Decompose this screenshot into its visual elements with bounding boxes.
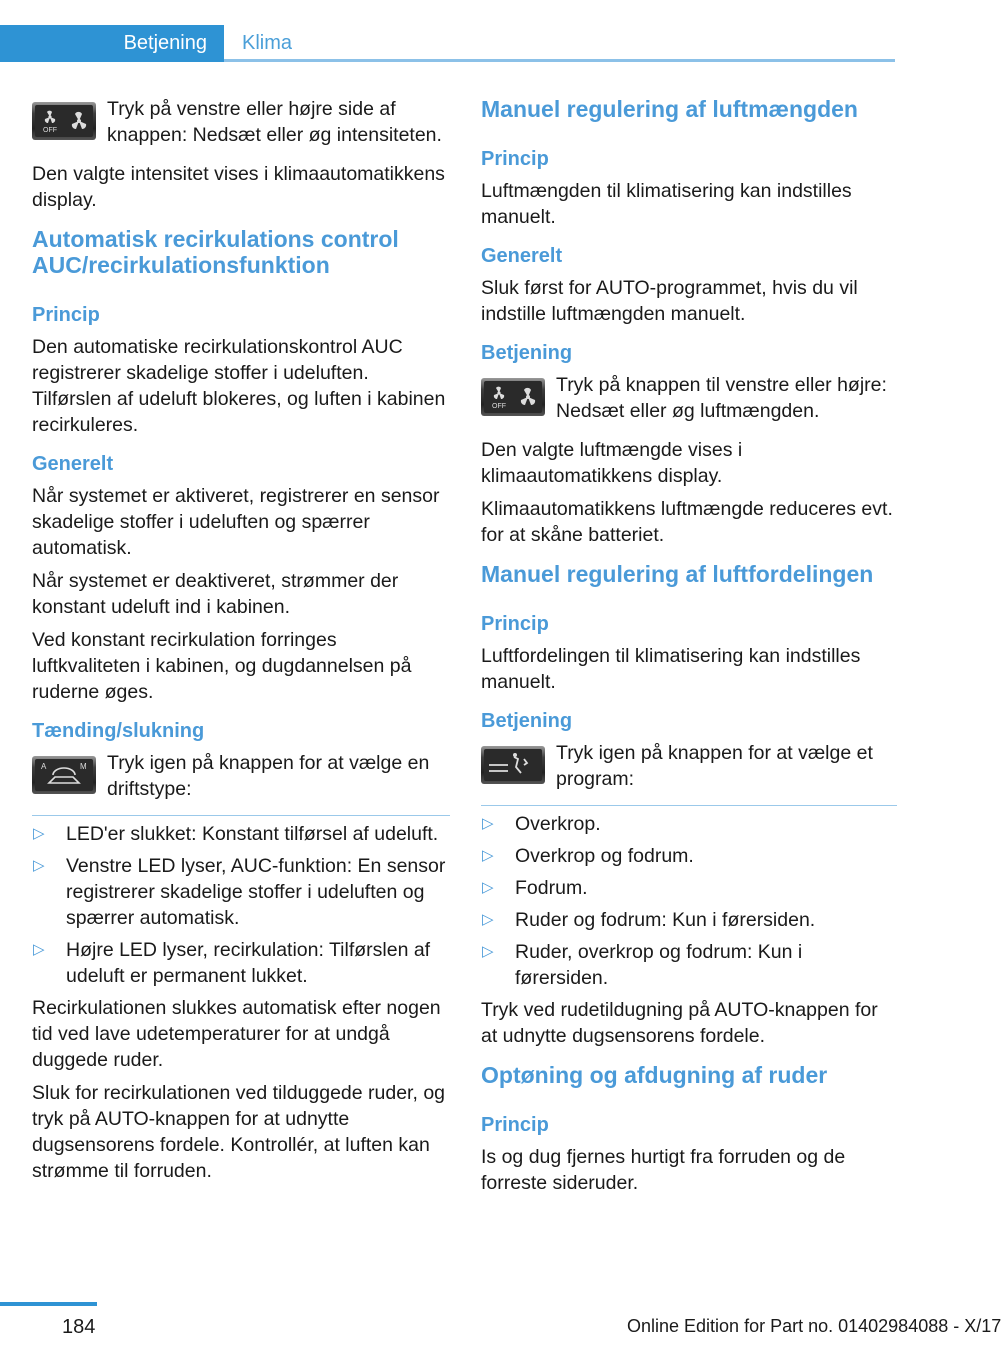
off-label: OFF <box>492 403 506 410</box>
recirc-auto-off-text: Recirkulationen slukkes automatisk efter nogen tid ved lave udetemperaturer for at undgå duggede ruder. <box>32 997 441 1071</box>
fan-intensity-text: Tryk på venstre eller højre side af knappen: Nedsæt eller øg intensiteten. <box>107 98 442 146</box>
page-number: 184 <box>62 1316 96 1338</box>
header-rule <box>224 59 895 62</box>
heading-generelt: Generelt <box>481 245 563 267</box>
luftmaengde-princip-text: Luftmængden til klimatisering kan indstilles manuelt. <box>481 180 852 228</box>
heading-luftmaengde: Manuel regulering af luftmængden <box>481 96 858 122</box>
rudetildugning-text: Tryk ved rudetildugning på AUTO-knappen for at udnytte dugsensorens fordele. <box>481 999 878 1047</box>
heading-luftfordeling: Manuel regulering af luftfordelingen <box>481 561 874 587</box>
heading-generelt: Generelt <box>32 453 114 475</box>
list-item: ▷ Ruder, overkrop og fodrum: Kun i førersiden. <box>481 939 897 991</box>
airdist-button-row <box>481 740 897 792</box>
edition-text: Online Edition for Part no. 01402984088 - X/17 <box>627 1316 1001 1336</box>
optoening-princip-text: Is og dug fjernes hurtigt fra forruden og de forreste sideruder. <box>481 1146 846 1194</box>
luftmaengde-reduceres-text: Klimaautomatikkens luftmængde reduceres evt. for at skåne batteriet. <box>481 498 893 546</box>
fan-button-icon <box>32 102 96 140</box>
list-item: ▷ Ruder og fodrum: Kun i førersiden. <box>481 907 897 933</box>
a-label: A <box>41 762 47 771</box>
header-tabs <box>0 25 895 62</box>
heading-betjening: Betjening <box>481 710 573 732</box>
heading-princip: Princip <box>32 304 100 326</box>
list-item: ▷ Overkrop og fodrum. <box>481 843 897 869</box>
betjening2-text: Tryk igen på knappen for at vælge et program: <box>556 742 873 790</box>
luftmaengde-generelt-text: Sluk først for AUTO-programmet, hvis du vil indstille luftmængden manuelt. <box>481 277 858 325</box>
list-item: ▷ Højre LED lyser, recirkulation: Tilførslen af udeluft er permanent lukket. <box>32 937 450 989</box>
right-column <box>481 96 897 1209</box>
generelt-text-3: Ved konstant recirkulation forringes luftkvaliteten i kabinen, og dugdannelsen på ruderne øges. <box>32 629 412 703</box>
luftmaengde-display-text: Den valgte luftmængde vises i klimaautomatikkens display. <box>481 439 743 487</box>
heading-princip: Princip <box>481 613 549 635</box>
generelt-text-1: Når systemet er aktiveret, registrerer en sensor skadelige stoffer i udeluften og spærrer automatisk. <box>32 485 440 559</box>
list-rule-top <box>32 815 450 816</box>
fan-button-row-2 <box>481 372 897 424</box>
footer-rule <box>0 1302 97 1306</box>
intensity-display-text: Den valgte intensitet vises i klimaautomatikkens display. <box>32 163 445 211</box>
air-distribution-button-icon <box>481 746 545 784</box>
heading-auc: Automatisk recirkulations control AUC/recirkulationsfunktion <box>32 226 399 278</box>
off-label: OFF <box>43 127 57 134</box>
heading-optoening: Optøning og afdugning af ruder <box>481 1062 828 1088</box>
recirc-sluk-text: Sluk for recirkulationen ved tilduggede ruder, og tryk på AUTO-knappen for at udnytte dugsensorens fordele. Kontrollér, at luften kan strømme til forruden. <box>32 1082 446 1182</box>
heading-princip: Princip <box>481 1114 549 1136</box>
tab-betjening[interactable]: Betjening <box>0 25 224 62</box>
tab-klima[interactable]: Klima <box>242 32 293 54</box>
recirculation-button-icon <box>32 756 96 794</box>
betjening-text: Tryk på knappen til venstre eller højre: Nedsæt eller øg luftmængden. <box>556 374 887 422</box>
heading-taending: Tænding/slukning <box>32 720 205 742</box>
generelt-text-2: Når systemet er deaktiveret, strømmer der konstant udeluft ind i kabinen. <box>32 570 399 618</box>
heading-betjening: Betjening <box>481 342 573 364</box>
program-list <box>481 811 897 991</box>
list-item: ▷ Fodrum. <box>481 875 897 901</box>
driftstype-list <box>32 821 450 989</box>
list-item: ▷ Venstre LED lyser, AUC-funktion: En sensor registrerer skadelige stoffer i udeluften og spærrer automatisk. <box>32 853 450 931</box>
luftfordeling-princip-text: Luftfordelingen til klimatisering kan indstilles manuelt. <box>481 645 861 693</box>
taending-text: Tryk igen på knappen for at vælge en driftstype: <box>107 752 430 800</box>
fan-button-row <box>32 96 450 148</box>
recirc-button-row <box>32 750 450 802</box>
fan-button-icon <box>481 378 545 416</box>
left-column <box>32 96 450 1197</box>
list-item: ▷ Overkrop. <box>481 811 897 837</box>
auc-princip-text: Den automatiske recirkulationskontrol AUC registrerer skadelige stoffer i udeluften. Tilførslen af udeluft blokeres, og luften i kabinen recirkuleres. <box>32 336 446 436</box>
m-label: M <box>80 762 87 771</box>
list-rule-top <box>481 805 897 806</box>
heading-princip: Princip <box>481 148 549 170</box>
list-item: ▷ LED'er slukket: Konstant tilførsel af udeluft. <box>32 821 450 847</box>
